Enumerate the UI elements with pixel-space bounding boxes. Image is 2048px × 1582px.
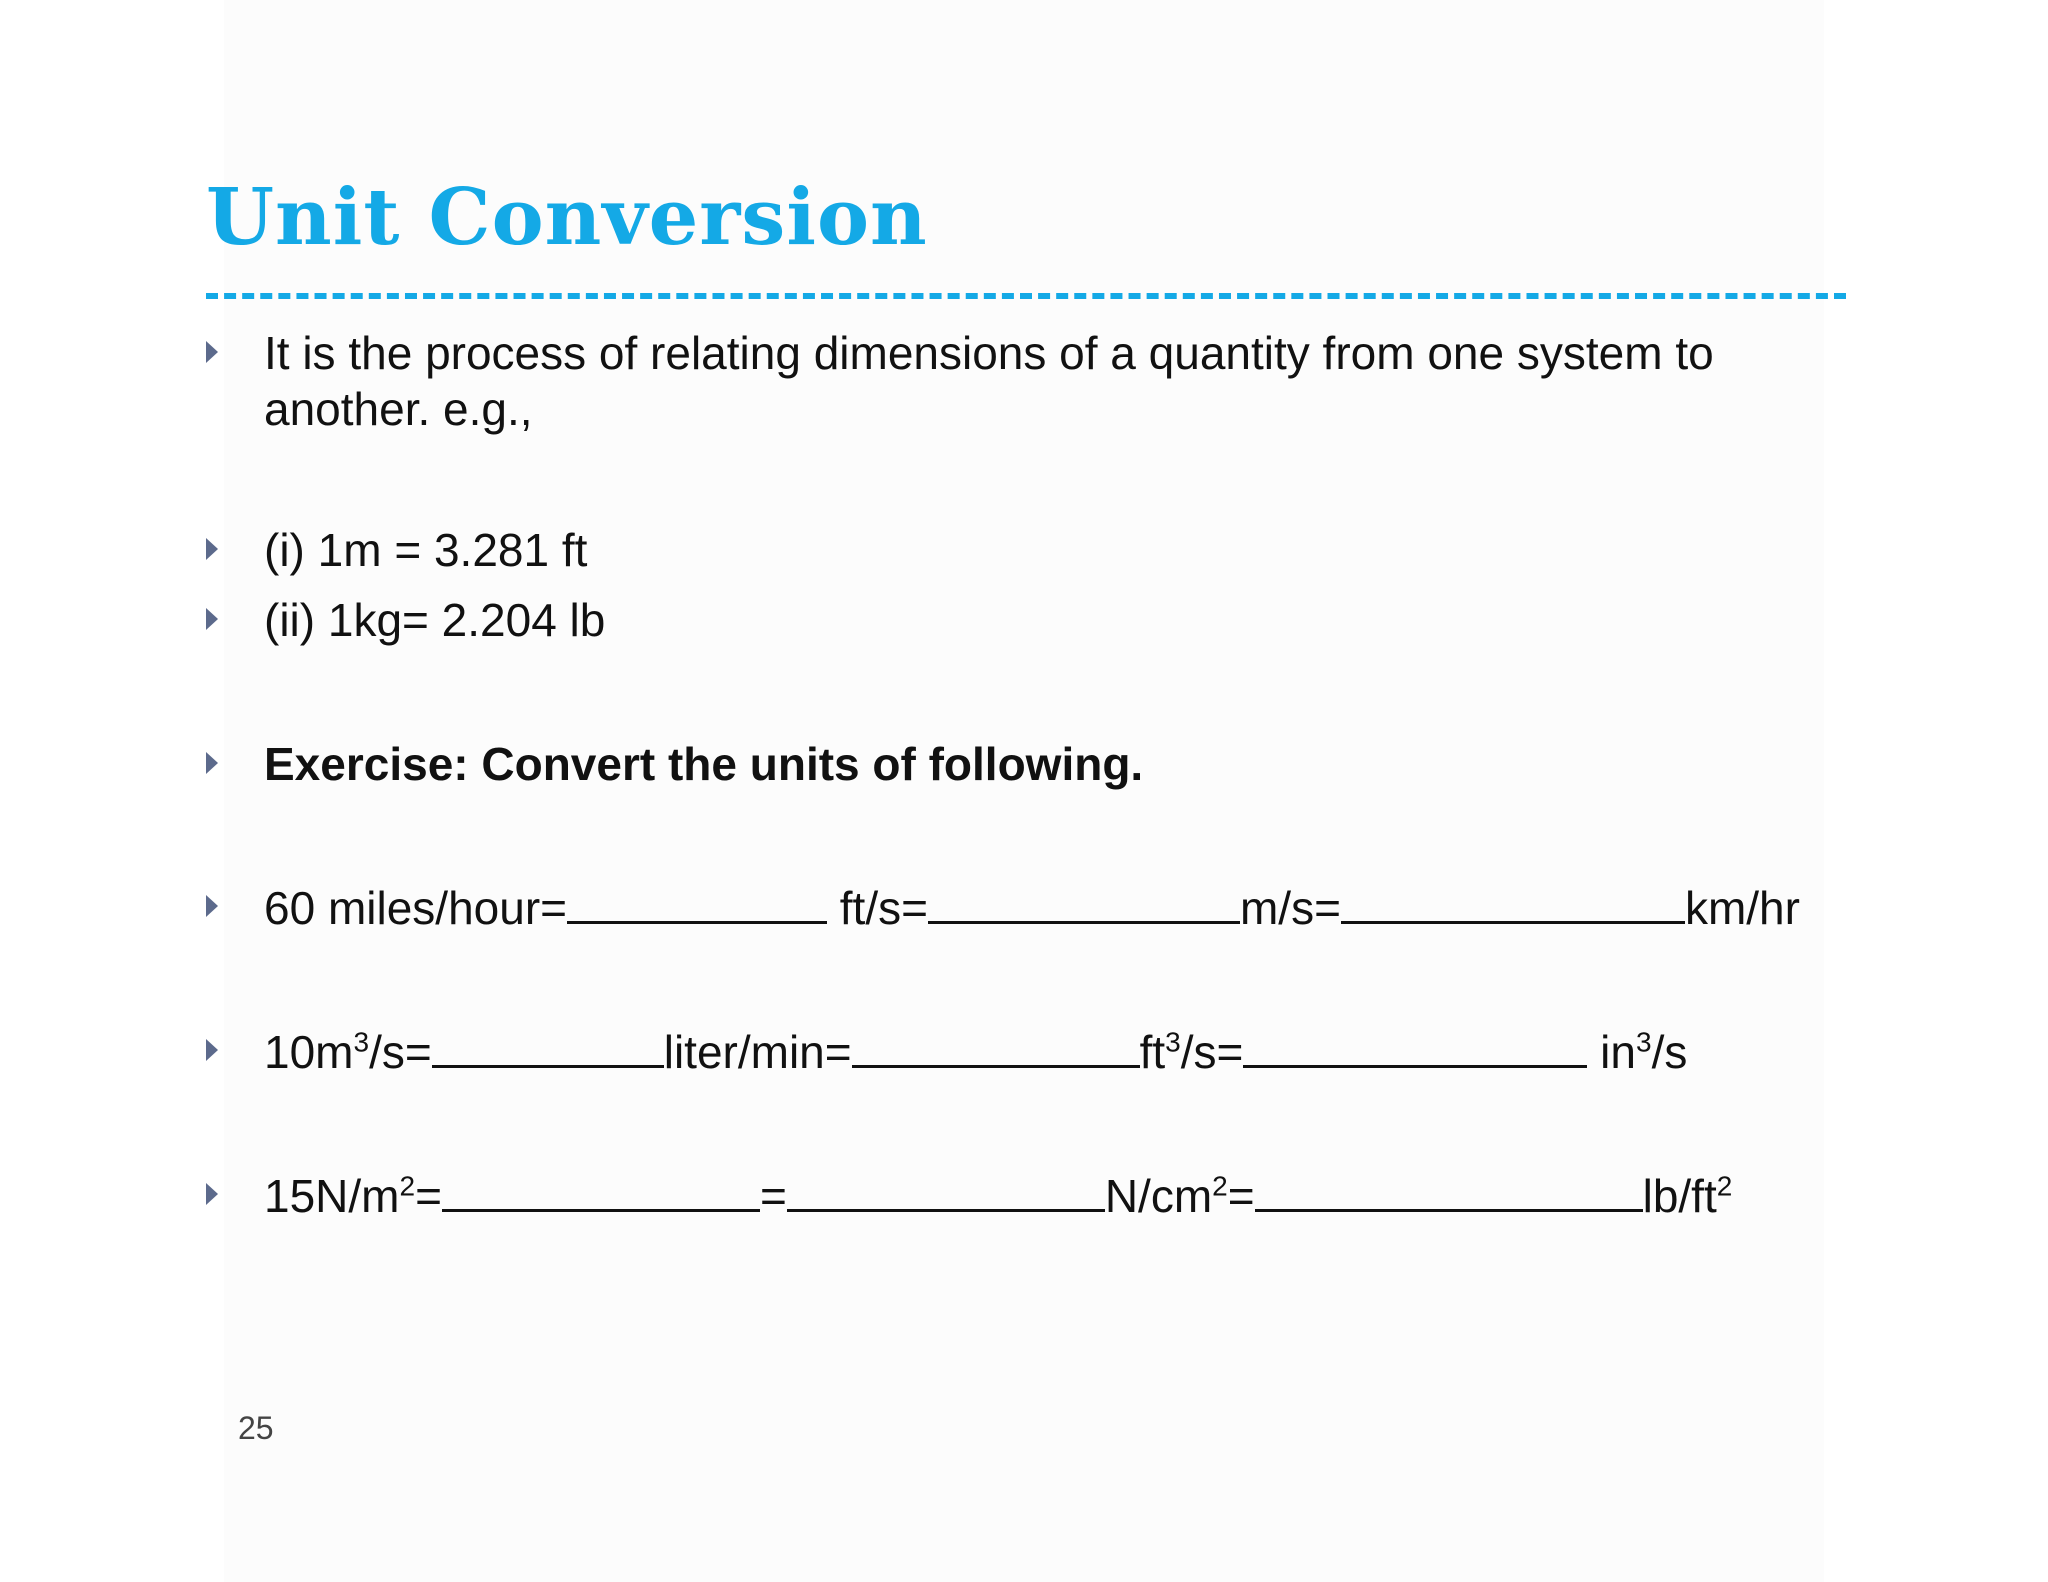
answer-blank-ft-per-s[interactable]	[567, 879, 827, 924]
bullet-exercise-pressure	[206, 1167, 1846, 1223]
slide-title: Unit Conversion	[206, 172, 928, 263]
bullet-example-mass	[206, 592, 1846, 648]
bullet-example-length	[206, 522, 1846, 578]
triangle-right-icon	[206, 1183, 218, 1205]
exercise-flow-line	[264, 1023, 1824, 1080]
unit-liter-per-min: liter/min=	[663, 1026, 852, 1078]
exercise-heading-text: Exercise: Convert the units of following.	[264, 738, 1144, 790]
speed-given-value: 60 miles/hour=	[264, 882, 567, 934]
unit-in3-per-s: $in^3/s$	[1587, 1026, 1688, 1078]
triangle-right-icon	[206, 341, 218, 363]
answer-blank-liter-per-min[interactable]	[432, 1023, 664, 1068]
answer-blank-ft3-per-s[interactable]	[852, 1023, 1140, 1068]
example-mass-text: (ii) 1kg= 2.204 lb	[264, 594, 606, 646]
bullet-exercise-speed	[206, 879, 1846, 935]
answer-blank-n-per-cm2[interactable]	[787, 1167, 1105, 1212]
unit-m-per-s: m/s=	[1239, 882, 1341, 934]
unit-equals: =	[759, 1170, 787, 1222]
slide-page-number: 25	[238, 1410, 274, 1446]
bullet-exercise-flow	[206, 1023, 1846, 1079]
unit-n-per-cm2: $N/cm^2=$	[1104, 1170, 1255, 1222]
answer-blank-km-per-hr[interactable]	[1341, 879, 1685, 924]
pressure-given-value: $15N/m^2=$	[264, 1170, 442, 1222]
answer-blank-lb-per-ft2[interactable]	[1255, 1167, 1643, 1212]
triangle-right-icon	[206, 1039, 218, 1061]
flow-given-value: $10m^3/s=$	[264, 1026, 432, 1078]
example-length-text: (i) 1m = 3.281 ft	[264, 524, 588, 576]
title-dashed-divider	[206, 293, 1846, 299]
triangle-right-icon	[206, 895, 218, 917]
bullet-exercise-heading	[206, 736, 1846, 792]
answer-blank-in3-per-s[interactable]	[1243, 1023, 1587, 1068]
unit-km-per-hr: km/hr	[1684, 882, 1800, 934]
answer-blank-m-per-s[interactable]	[928, 879, 1240, 924]
unit-ft3-per-s: $ft^3/s=$	[1139, 1026, 1244, 1078]
triangle-right-icon	[206, 752, 218, 774]
unit-ft-per-s: ft/s=	[827, 882, 928, 934]
bullet-definition	[206, 325, 1846, 437]
exercise-speed-line	[264, 879, 1824, 936]
bullet-definition-text: It is the process of relating dimensions of a quantity from one system to another. e.g.,	[264, 327, 1714, 435]
triangle-right-icon	[206, 538, 218, 560]
triangle-right-icon	[206, 608, 218, 630]
answer-blank-pressure-first[interactable]	[442, 1167, 760, 1212]
exercise-pressure-line	[264, 1167, 1824, 1224]
unit-lb-per-ft2: $lb/ft^2$	[1642, 1170, 1733, 1222]
